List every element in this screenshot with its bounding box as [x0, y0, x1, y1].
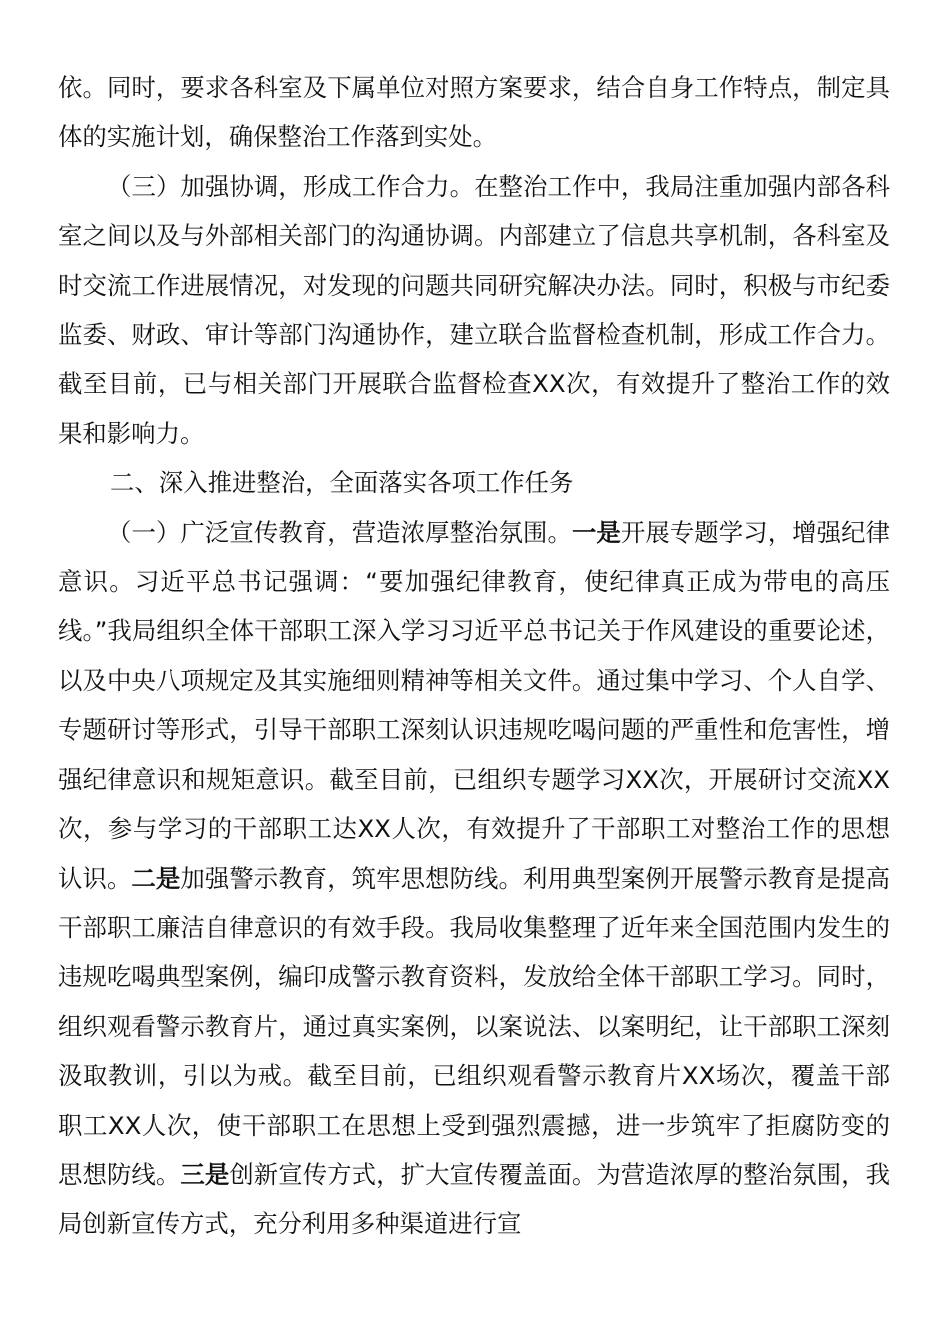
paragraph-education [58, 508, 890, 1249]
paragraph-education-text-2: 加强警示教育，筑牢思想防线。利用典型案例开展警示教育是提高干部职工廉洁自律意识的有效手段。我局收集整理了近年来全国范围内发生的违规吃喝典型案例，编印成警示教育资料，发放给全体干部职工学习。同时，组织观看警示教育片，通过真实案例，以案说法、以案明纪，让干部职工深刻汲取教训，引以为戒。截至目前，已组织观看警示教育片XX场次，覆盖干部职工XX人次，使干部职工在思想上受到强烈震撼，进一步筑牢了拒腐防变的思想防线。 [58, 863, 890, 1189]
paragraph-education-text-1: 开展专题学习，增强纪律意识。习近平总书记强调：“要加强纪律教育，使纪律真正成为带电的高压线。”我局组织全体干部职工深入学习习近平总书记关于作风建设的重要论述，以及中央八项规定及其实施细则精神等相关文件。通过集中学习、个人自学、专题研讨等形式，引导干部职工深刻认识违规吃喝问题的严重性和危害性，增强纪律意识和规矩意识。截至目前，已组织专题学习XX次，开展研讨交流XX次，参与学习的干部职工达XX人次，有效提升了干部职工对整治工作的思想认识。 [58, 517, 890, 893]
marker-third: 三是 [180, 1159, 230, 1189]
marker-first: 一是 [571, 517, 621, 547]
paragraph-education-text-3: 创新宣传方式，扩大宣传覆盖面。为营造浓厚的整治氛围，我局创新宣传方式，充分利用多种渠道进行宣 [58, 1159, 890, 1239]
section-heading: 二、深入推进整治，全面落实各项工作任务 [110, 468, 574, 498]
document-body [58, 63, 890, 1249]
marker-second: 二是 [131, 863, 181, 893]
paragraph-education-opening: （一）广泛宣传教育，营造浓厚整治氛围。 [107, 517, 572, 547]
paragraph-coordination: （三）加强协调，形成工作合力。在整治工作中，我局注重加强内部各科室之间以及与外部相关部门的沟通协调。内部建立了信息共享机制，各科室及时交流工作进展情况，对发现的问题共同研究解决办法。同时，积极与市纪委监委、财政、审计等部门沟通协作，建立联合监督检查机制，形成工作合力。截至目前，已与相关部门开展联合监督检查XX次，有效提升了整治工作的效果和影响力。 [58, 171, 890, 448]
paragraph-intro: 依。同时，要求各科室及下属单位对照方案要求，结合自身工作特点，制定具体的实施计划，确保整治工作落到实处。 [58, 73, 890, 152]
